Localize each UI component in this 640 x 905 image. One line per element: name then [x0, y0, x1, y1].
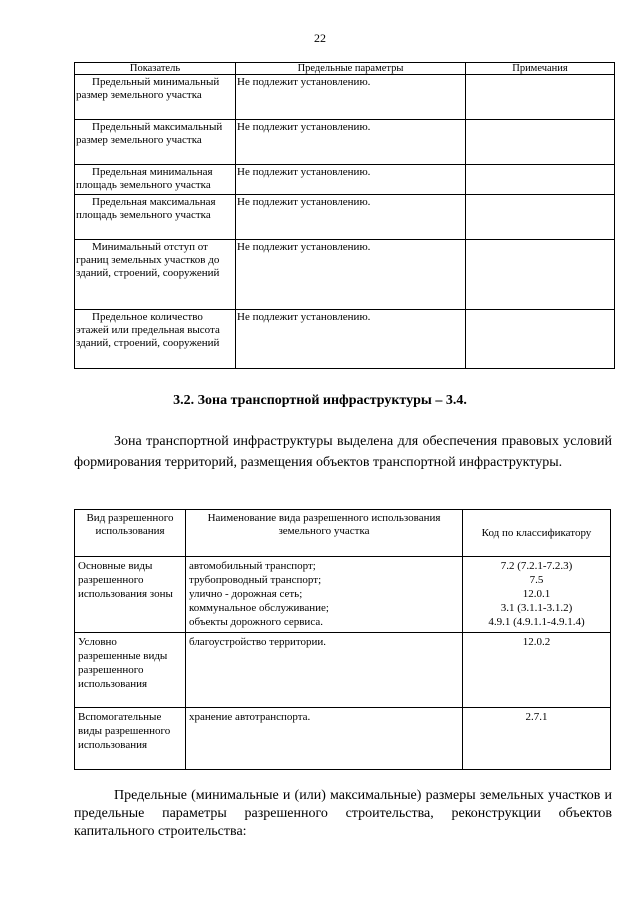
params-cell: Не подлежит установлению.	[236, 195, 466, 240]
intro-paragraph: Зона транспортной инфраструктуры выделена для обеспечения правовых условий формирования территорий, размещения объектов транспортной инфраструктуры.	[74, 434, 612, 470]
column-header-use-type: Вид разрешенного использования	[75, 510, 186, 557]
table-row	[75, 75, 615, 120]
column-header-use-name: Наименование вида разрешенного использования земельного участка	[186, 510, 463, 557]
table-row	[75, 310, 615, 369]
classifier-code: 12.0.2	[522, 636, 551, 648]
column-header-params: Предельные параметры	[236, 63, 466, 75]
codes-cell	[463, 708, 611, 770]
indicator-cell: Минимальный отступ от границ земельных участков до зданий, строений, сооружений	[75, 240, 236, 310]
permitted-use-table	[74, 509, 611, 770]
classifier-code: 7.5	[529, 574, 544, 586]
table-row	[75, 633, 611, 708]
table-row	[75, 240, 615, 310]
use-name: трубопроводный транспорт;	[189, 574, 322, 586]
use-name: объекты дорожного сервиса.	[189, 616, 323, 628]
use-type-cell: Условно разрешенные виды разрешенного использования	[75, 633, 186, 708]
use-name: улично - дорожная сеть;	[189, 588, 303, 600]
params-cell: Не подлежит установлению.	[236, 75, 466, 120]
params-cell: Не подлежит установлению.	[236, 120, 466, 165]
indicator-cell: Предельный максимальный размер земельного участка	[75, 120, 236, 165]
params-cell: Не подлежит установлению.	[236, 240, 466, 310]
use-name: коммунальное обслуживание;	[189, 602, 329, 614]
classifier-code: 3.1 (3.1.1-3.1.2)	[500, 602, 573, 614]
table-row	[75, 708, 611, 770]
indicator-cell: Предельная минимальная площадь земельного участка	[75, 165, 236, 195]
notes-cell	[466, 310, 615, 369]
table-row	[75, 195, 615, 240]
notes-cell	[466, 240, 615, 310]
use-name: автомобильный транспорт;	[189, 560, 316, 572]
use-names-cell	[186, 708, 463, 770]
classifier-code: 12.0.1	[522, 588, 551, 600]
table-row	[75, 557, 611, 633]
column-header-indicator: Показатель	[75, 63, 236, 75]
use-name: хранение автотранспорта.	[189, 711, 311, 723]
notes-cell	[466, 165, 615, 195]
classifier-code: 2.7.1	[525, 711, 548, 723]
notes-cell	[466, 120, 615, 165]
classifier-code: 7.2 (7.2.1-7.2.3)	[500, 560, 573, 572]
notes-cell	[466, 195, 615, 240]
use-names-cell	[186, 557, 463, 633]
column-header-notes: Примечания	[466, 63, 615, 75]
closing-paragraph: Предельные (минимальные и (или) максимальные) размеры земельных участков и предельные параметры разрешенного строительства, реконструкции объектов капитального строительства:	[74, 788, 612, 839]
use-name: благоустройство территории.	[189, 636, 327, 648]
use-type-cell: Основные виды разрешенного использования зоны	[75, 557, 186, 633]
page-number: 22	[314, 31, 326, 45]
codes-cell	[463, 557, 611, 633]
codes-cell	[463, 633, 611, 708]
indicator-cell: Предельный минимальный размер земельного участка	[75, 75, 236, 120]
classifier-code: 4.9.1 (4.9.1.1-4.9.1.4)	[488, 616, 585, 628]
table-row	[75, 120, 615, 165]
limits-table	[74, 62, 615, 369]
indicator-cell: Предельная максимальная площадь земельного участка	[75, 195, 236, 240]
notes-cell	[466, 75, 615, 120]
section-heading: 3.2. Зона транспортной инфраструктуры – 3.4.	[173, 393, 467, 408]
indicator-cell: Предельное количество этажей или предельная высота зданий, строений, сооружений	[75, 310, 236, 369]
table-header-row	[75, 510, 611, 557]
table-row	[75, 165, 615, 195]
params-cell: Не подлежит установлению.	[236, 310, 466, 369]
use-type-cell: Вспомогательные виды разрешенного использования	[75, 708, 186, 770]
table-header-row	[75, 63, 615, 75]
params-cell: Не подлежит установлению.	[236, 165, 466, 195]
use-names-cell	[186, 633, 463, 708]
column-header-code: Код по классификатору	[463, 510, 611, 557]
